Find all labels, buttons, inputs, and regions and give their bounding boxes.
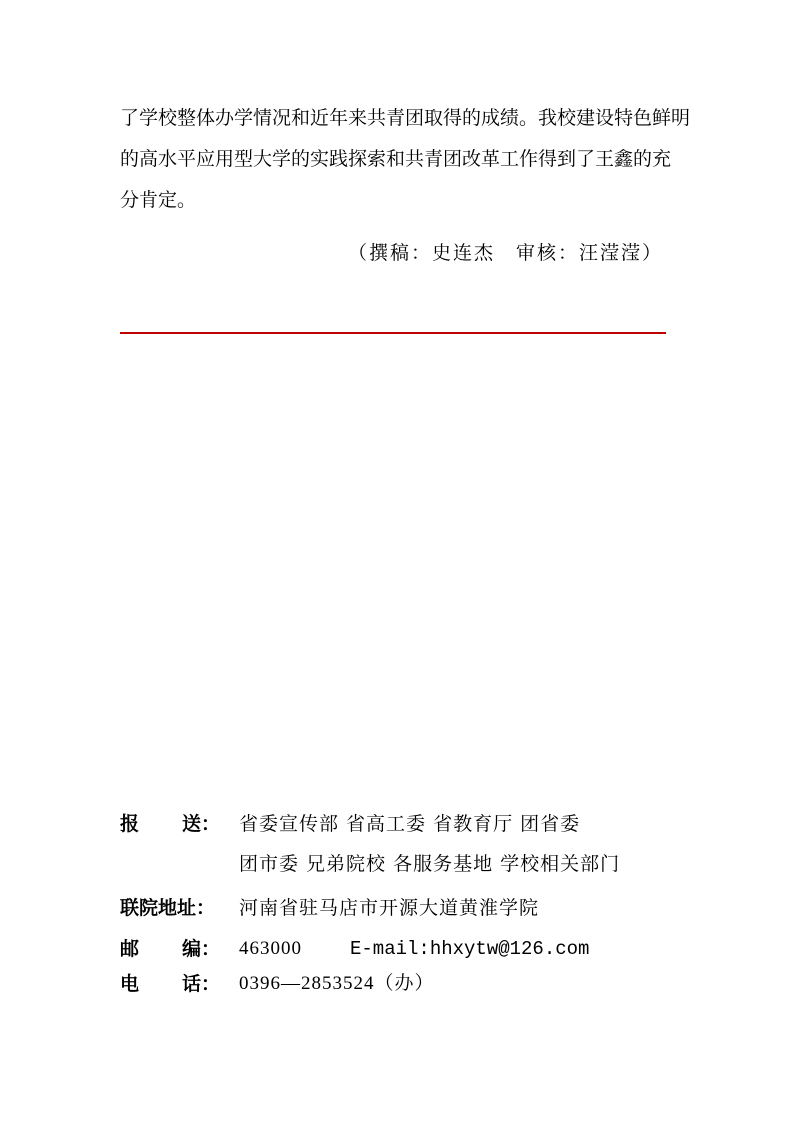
body-line-1: 了学校整体办学情况和近年来共青团取得的成绩。我校建设特色鲜明 bbox=[120, 107, 691, 129]
author-credit: （撰稿：史连杰 审核：汪滢滢） bbox=[347, 242, 663, 264]
email-address: E-mail:hhxytw@126.com bbox=[350, 938, 590, 960]
red-divider-line bbox=[120, 332, 666, 334]
send-to-label: 报 送： bbox=[120, 813, 220, 835]
postcode-value-group bbox=[239, 933, 589, 965]
send-to-line-2: 团市委 兄弟院校 各服务基地 学校相关部门 bbox=[239, 853, 621, 875]
article-body bbox=[120, 98, 691, 221]
postcode-value: 463000 bbox=[239, 938, 302, 959]
send-to-line-1: 省委宣传部 省高工委 省教育厅 团省委 bbox=[239, 813, 581, 835]
body-line-2: 的高水平应用型大学的实践探索和共青团改革工作得到了王鑫的充 bbox=[120, 148, 672, 170]
phone-label: 电 话： bbox=[120, 973, 220, 995]
body-line-3: 分肯定。 bbox=[120, 189, 197, 211]
phone-value: 0396—2853524（办） bbox=[239, 973, 435, 994]
address-label: 联院地址： bbox=[120, 897, 216, 919]
postcode-label: 邮 编： bbox=[120, 938, 220, 960]
address-value: 河南省驻马店市开源大道黄淮学院 bbox=[239, 897, 540, 919]
